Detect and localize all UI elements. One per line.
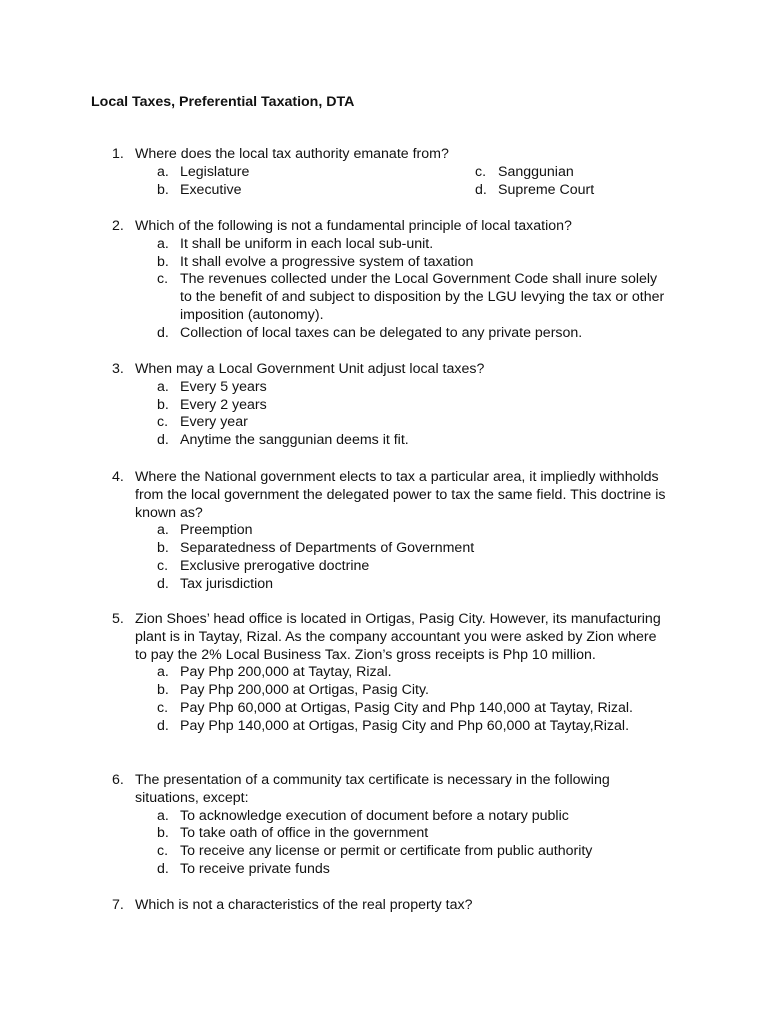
option-text: Every year [180, 414, 248, 431]
option-letter: b. [157, 682, 169, 699]
question-2 [112, 218, 672, 343]
option-letter: c. [157, 843, 169, 860]
question-7 [112, 897, 672, 915]
question-text: Where the National government elects to tax a particular area, it impliedly withholds from the local government the delegated power to tax the same field. This doctrine is known as? [135, 469, 666, 521]
answer-option-a [157, 379, 672, 397]
option-letter: b. [157, 540, 169, 557]
option-letter: c. [157, 414, 169, 431]
answer-option-d [157, 718, 672, 736]
answer-option-c [157, 843, 672, 861]
option-letter: a. [157, 522, 169, 539]
question-text: Which of the following is not a fundamental principle of local taxation? [135, 218, 572, 234]
question-text: When may a Local Government Unit adjust local taxes? [135, 361, 485, 377]
option-text: It shall be uniform in each local sub-unit. [180, 235, 434, 252]
option-letter: c. [475, 163, 487, 180]
answer-option-b [157, 540, 672, 558]
option-text: Exclusive prerogative doctrine [180, 557, 370, 574]
answer-option-d [475, 182, 675, 200]
question-stem [112, 611, 672, 664]
answer-option-d [157, 432, 672, 450]
answer-option-a [157, 236, 672, 254]
answer-option-b [157, 182, 475, 200]
question-text: Which is not a characteristics of the real property tax? [135, 897, 473, 913]
option-text: To acknowledge execution of document before a notary public [180, 807, 569, 824]
option-text: To take oath of office in the government [180, 825, 429, 842]
option-letter: d. [157, 575, 169, 592]
question-number: 6. [112, 772, 124, 788]
question-stem [112, 361, 672, 379]
answer-option-c [157, 271, 672, 324]
option-text: To receive private funds [180, 860, 330, 877]
option-letter: a. [157, 378, 169, 395]
question-stem [112, 772, 672, 808]
option-text: Pay Php 200,000 at Ortigas, Pasig City. [180, 682, 429, 699]
answer-option-b [157, 682, 672, 700]
question-stem [112, 469, 672, 522]
option-text: Pay Php 140,000 at Ortigas, Pasig City and Php 60,000 at Taytay,Rizal. [180, 717, 630, 734]
question-stem [112, 146, 672, 164]
question-number: 2. [112, 218, 124, 234]
question-1 [112, 146, 672, 199]
answer-options [157, 236, 672, 343]
option-letter: b. [157, 396, 169, 413]
question-number: 3. [112, 361, 124, 377]
document-title: Local Taxes, Preferential Taxation, DTA [91, 94, 355, 110]
answer-option-c [157, 558, 672, 576]
option-letter: c. [157, 557, 169, 574]
option-text: Pay Php 200,000 at Taytay, Rizal. [180, 664, 392, 681]
option-text: Pay Php 60,000 at Ortigas, Pasig City and Php 140,000 at Taytay, Rizal. [180, 699, 633, 716]
answer-option-a [157, 664, 672, 682]
option-letter: b. [157, 181, 169, 198]
question-4 [112, 469, 672, 594]
option-text: Supreme Court [498, 181, 595, 198]
option-letter: a. [157, 664, 169, 681]
option-letter: c. [157, 271, 169, 288]
option-text: Separatedness of Departments of Government [180, 540, 475, 557]
option-letter: d. [157, 717, 169, 734]
option-letter: c. [157, 699, 169, 716]
answer-option-d [157, 861, 672, 879]
option-text: The revenues collected under the Local Government Code shall inure solely to the benefit of and subject to disposition by the LGU levying the tax or other imposition (autonomy). [180, 271, 665, 323]
option-text: Sanggunian [498, 163, 574, 180]
option-letter: d. [475, 181, 487, 198]
question-number: 1. [112, 146, 124, 162]
option-text: Every 5 years [180, 378, 267, 395]
option-letter: a. [157, 807, 169, 824]
answer-options [157, 808, 672, 879]
question-5 [112, 611, 672, 736]
question-text: The presentation of a community tax certificate is necessary in the following situations, except: [135, 772, 610, 806]
answer-option-d [157, 576, 672, 594]
answer-option-c [475, 164, 675, 182]
answer-options [157, 164, 672, 200]
option-text: It shall evolve a progressive system of taxation [180, 253, 474, 270]
answer-option-c [157, 414, 672, 432]
question-number: 5. [112, 611, 124, 627]
option-letter: d. [157, 432, 169, 449]
question-6 [112, 772, 672, 879]
option-text: Every 2 years [180, 396, 267, 413]
option-letter: b. [157, 253, 169, 270]
question-stem [112, 218, 672, 236]
option-letter: a. [157, 235, 169, 252]
question-text: Where does the local tax authority emanate from? [135, 146, 449, 162]
answer-options [157, 664, 672, 735]
option-text: Legislature [180, 163, 250, 180]
answer-option-c [157, 700, 672, 718]
answer-option-d [157, 325, 672, 343]
question-number: 4. [112, 469, 124, 485]
option-letter: d. [157, 860, 169, 877]
answer-option-a [157, 522, 672, 540]
answer-option-b [157, 254, 672, 272]
option-text: Collection of local taxes can be delegated to any private person. [180, 324, 583, 341]
answer-option-b [157, 397, 672, 415]
answer-options [157, 379, 672, 450]
answer-option-a [157, 808, 672, 826]
answer-option-b [157, 825, 672, 843]
option-text: Anytime the sanggunian deems it fit. [180, 432, 409, 449]
option-letter: b. [157, 825, 169, 842]
answer-options [157, 522, 672, 593]
option-letter: a. [157, 163, 169, 180]
question-number: 7. [112, 897, 124, 913]
question-3 [112, 361, 672, 450]
option-text: Tax jurisdiction [180, 575, 274, 592]
question-text: Zion Shoes’ head office is located in Ortigas, Pasig City. However, its manufacturing plant is in Taytay, Rizal. As the company accountant you were asked by Zion where to pay the 2% Local Business Tax. Zion’s gross receipts is Php 10 million. [135, 611, 661, 663]
option-text: To receive any license or permit or certificate from public authority [180, 843, 593, 860]
question-stem [112, 897, 672, 915]
option-text: Preemption [180, 522, 253, 539]
option-text: Executive [180, 181, 242, 198]
option-letter: d. [157, 324, 169, 341]
answer-option-a [157, 164, 475, 182]
